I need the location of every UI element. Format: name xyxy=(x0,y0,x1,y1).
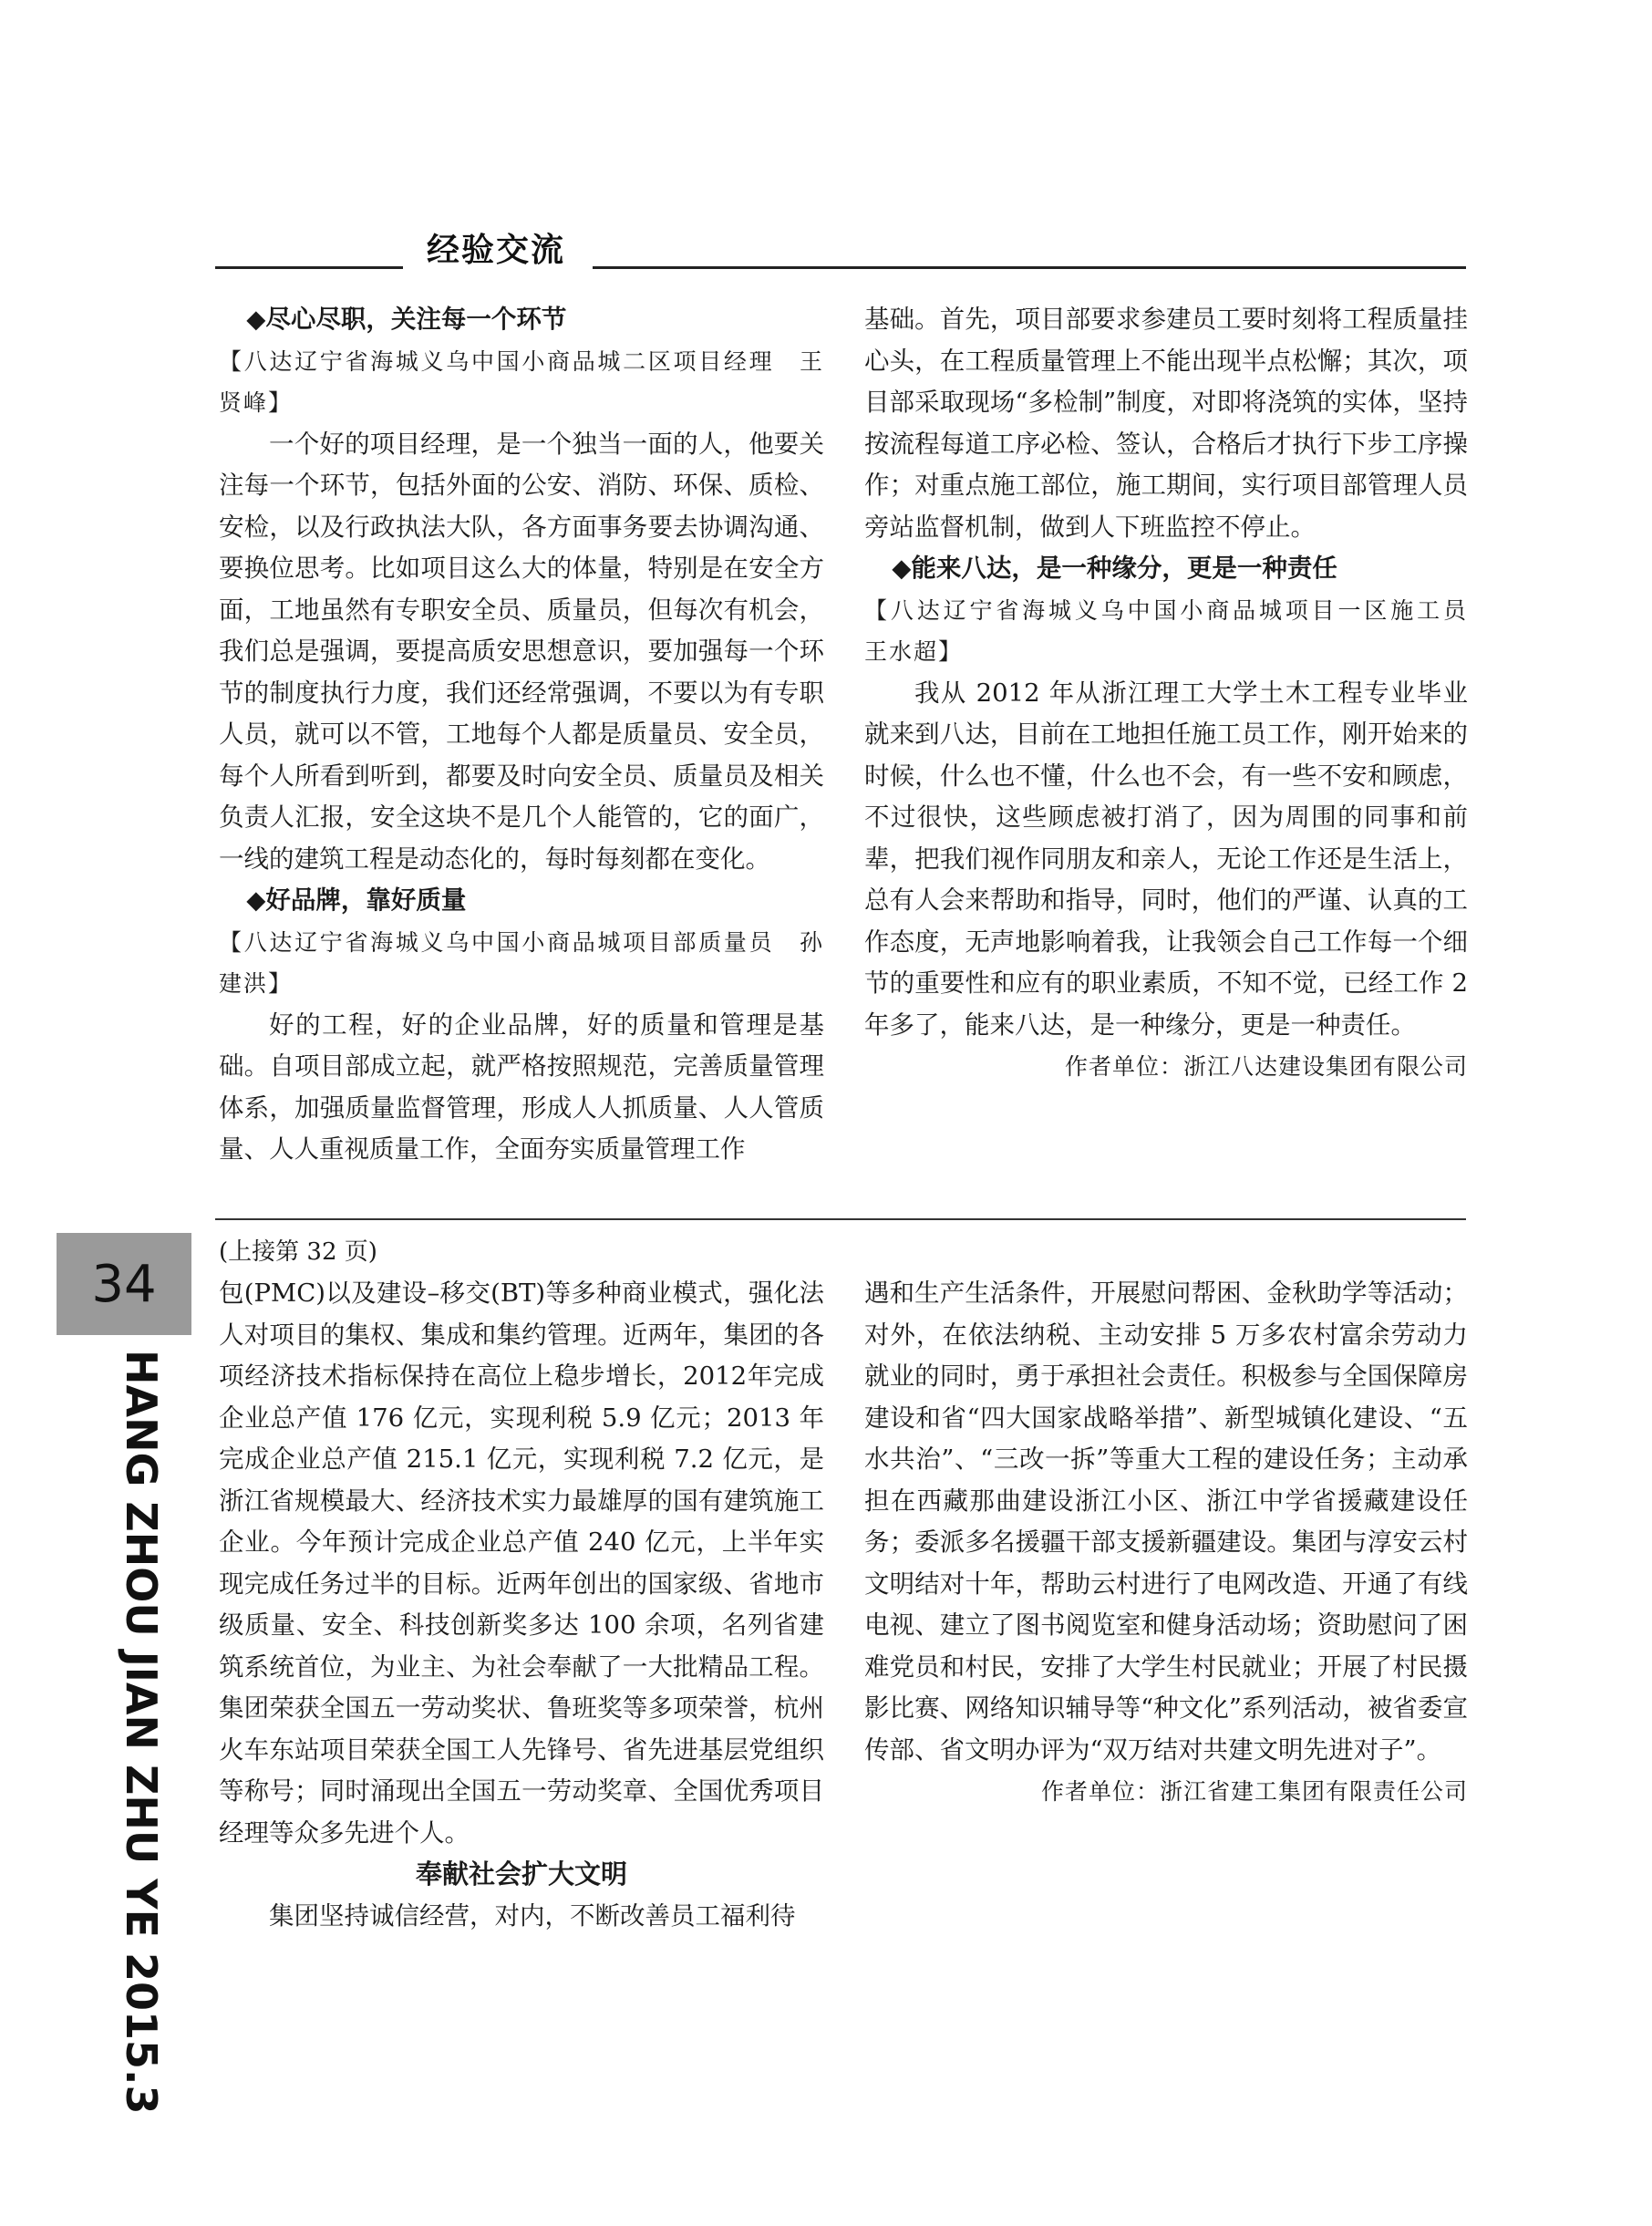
byline: 【八达辽宁省海城义乌中国小商品城项目一区施工员 王水超】 xyxy=(864,596,1493,665)
section-title: 经验交流 xyxy=(427,232,566,269)
author-affiliation: 作者单位：浙江八达建设集团有限公司 xyxy=(1064,1053,1468,1080)
header-rule-left xyxy=(215,266,403,269)
byline: 【八达辽宁省海城义乌中国小商品城二区项目经理 王贤峰】 xyxy=(219,347,824,416)
continued-note: (上接第 32 页) xyxy=(219,1238,377,1266)
bottom-right-column xyxy=(864,1273,1468,1813)
top-right-column xyxy=(864,299,1493,1088)
bottom-left-column xyxy=(219,1273,824,1937)
section-divider xyxy=(215,1218,1466,1220)
paragraph: 遇和生产生活条件，开展慰问帮困、金秋助学等活动；对外，在依法纳税、主动安排 5 万多农村富余劳动力就业的同时，勇于承担社会责任。积极参与全国保障房建设和省“四大国家战略举措”、新型城镇化建设、“五水共治”、“三改一拆”等重大工程的建设任务；主动承担在西藏那曲建设浙江小区、浙江中学省援藏建设任务；委派多名援疆干部支援新疆建设。集团与淳安云村文明结对十年，帮助云村进行了电网改造、开通了有线电视、建立了图书阅览室和健身活动场；资助慰问了困难党员和村民，安排了大学生村民就业；开展了村民摄影比赛、网络知识辅导等“种文化”系列活动，被省委宣传部、省文明办评为“双万结对共建文明先进对子”。 xyxy=(864,1279,1468,1765)
subsection-heading: ◆尽心尽职，关注每一个环节 xyxy=(246,305,567,334)
subsection-heading: ◆能来八达，是一种缘分，更是一种责任 xyxy=(892,554,1337,583)
paragraph: 集团坚持诚信经营，对内，不断改善员工福利待 xyxy=(269,1900,796,1931)
top-left-column xyxy=(219,299,824,1171)
paragraph: 包(PMC)以及建设–移交(BT)等多种商业模式，强化法人对项目的集权、集成和集约管理。近两年，集团的各项经济技术指标保持在高位上稳步增长，2012年完成企业总产值 176 亿元，实现利税 5.9 亿元；2013 年完成企业总产值 215.1 亿元，实现利税 7.2 亿元，是浙江省规模最大、经济技术实力最雄厚的国有建筑施工企业。今年预计完成企业总产值 240 亿元，上半年实现完成任务过半的目标。近两年创出的国家级、省地市级质量、安全、科技创新奖多达 100 余项，名列省建筑系统首位，为业主、为社会奉献了一大批精品工程。集团荣获全国五一劳动奖状、鲁班奖等多项荣誉，杭州火车东站项目荣获全国工人先锋号、省先进基层党组织等称号；同时涌现出全国五一劳动奖章、全国优秀项目经理等众多先进个人。 xyxy=(219,1279,824,1848)
subsection-heading: ◆好品牌，靠好质量 xyxy=(246,885,467,915)
page-number: 34 xyxy=(57,1233,191,1335)
byline: 【八达辽宁省海城义乌中国小商品城项目部质量员 孙建洪】 xyxy=(219,928,824,997)
magazine-side-title: HANG ZHOU JIAN ZHU YE 2015.3 xyxy=(117,1350,166,2115)
header-rule-right xyxy=(593,266,1466,269)
paragraph: 一个好的项目经理，是一个独当一面的人，他要关注每一个环节，包括外面的公安、消防、环保、质检、安检，以及行政执法大队，各方面事务要去协调沟通、要换位思考。比如项目这么大的体量，特别是在安全方面，工地虽然有专职安全员、质量员，但每次有机会，我们总是强调，要提高质安思想意识，要加强每一个环节的制度执行力度，我们还经常强调，不要以为有专职人员，就可以不管，工地每个人都是质量员、安全员，每个人所看到听到，都要及时向安全员、质量员及相关负责人汇报，安全这块不是几个人能管的，它的面广，一线的建筑工程是动态化的，每时每刻都在变化。 xyxy=(219,429,824,874)
paragraph: 我从 2012 年从浙江理工大学土木工程专业毕业就来到八达，目前在工地担任施工员工作，刚开始来的时候，什么也不懂，什么也不会，有一些不安和顾虑，不过很快，这些顾虑被打消了，因为周围的同事和前辈，把我们视作同朋友和亲人，无论工作还是生活上，总有人会来帮助和指导，同时，他们的严谨、认真的工作态度，无声地影响着我，让我领会自己工作每一个细节的重要性和应有的职业素质，不知不觉，已经工作 2 年多了，能来八达，是一种缘分，更是一种责任。 xyxy=(864,678,1468,1040)
section-subheading: 奉献社会扩大文明 xyxy=(415,1858,627,1890)
paragraph: 基础。首先，项目部要求参建员工要时刻将工程质量挂心头，在工程质量管理上不能出现半点松懈；其次，项目部采取现场“多检制”制度，对即将浇筑的实体，坚持按流程每道工序必检、签认，合格后才执行下步工序操作；对重点施工部位，施工期间，实行项目部管理人员旁站监督机制，做到人下班监控不停止。 xyxy=(864,305,1468,542)
paragraph: 好的工程，好的企业品牌，好的质量和管理是基础。自项目部成立起，就严格按照规范，完善质量管理体系，加强质量监督管理，形成人人抓质量、人人管质量、人人重视质量工作，全面夯实质量管理工作 xyxy=(219,1009,824,1164)
author-affiliation: 作者单位：浙江省建工集团有限责任公司 xyxy=(1040,1778,1468,1805)
